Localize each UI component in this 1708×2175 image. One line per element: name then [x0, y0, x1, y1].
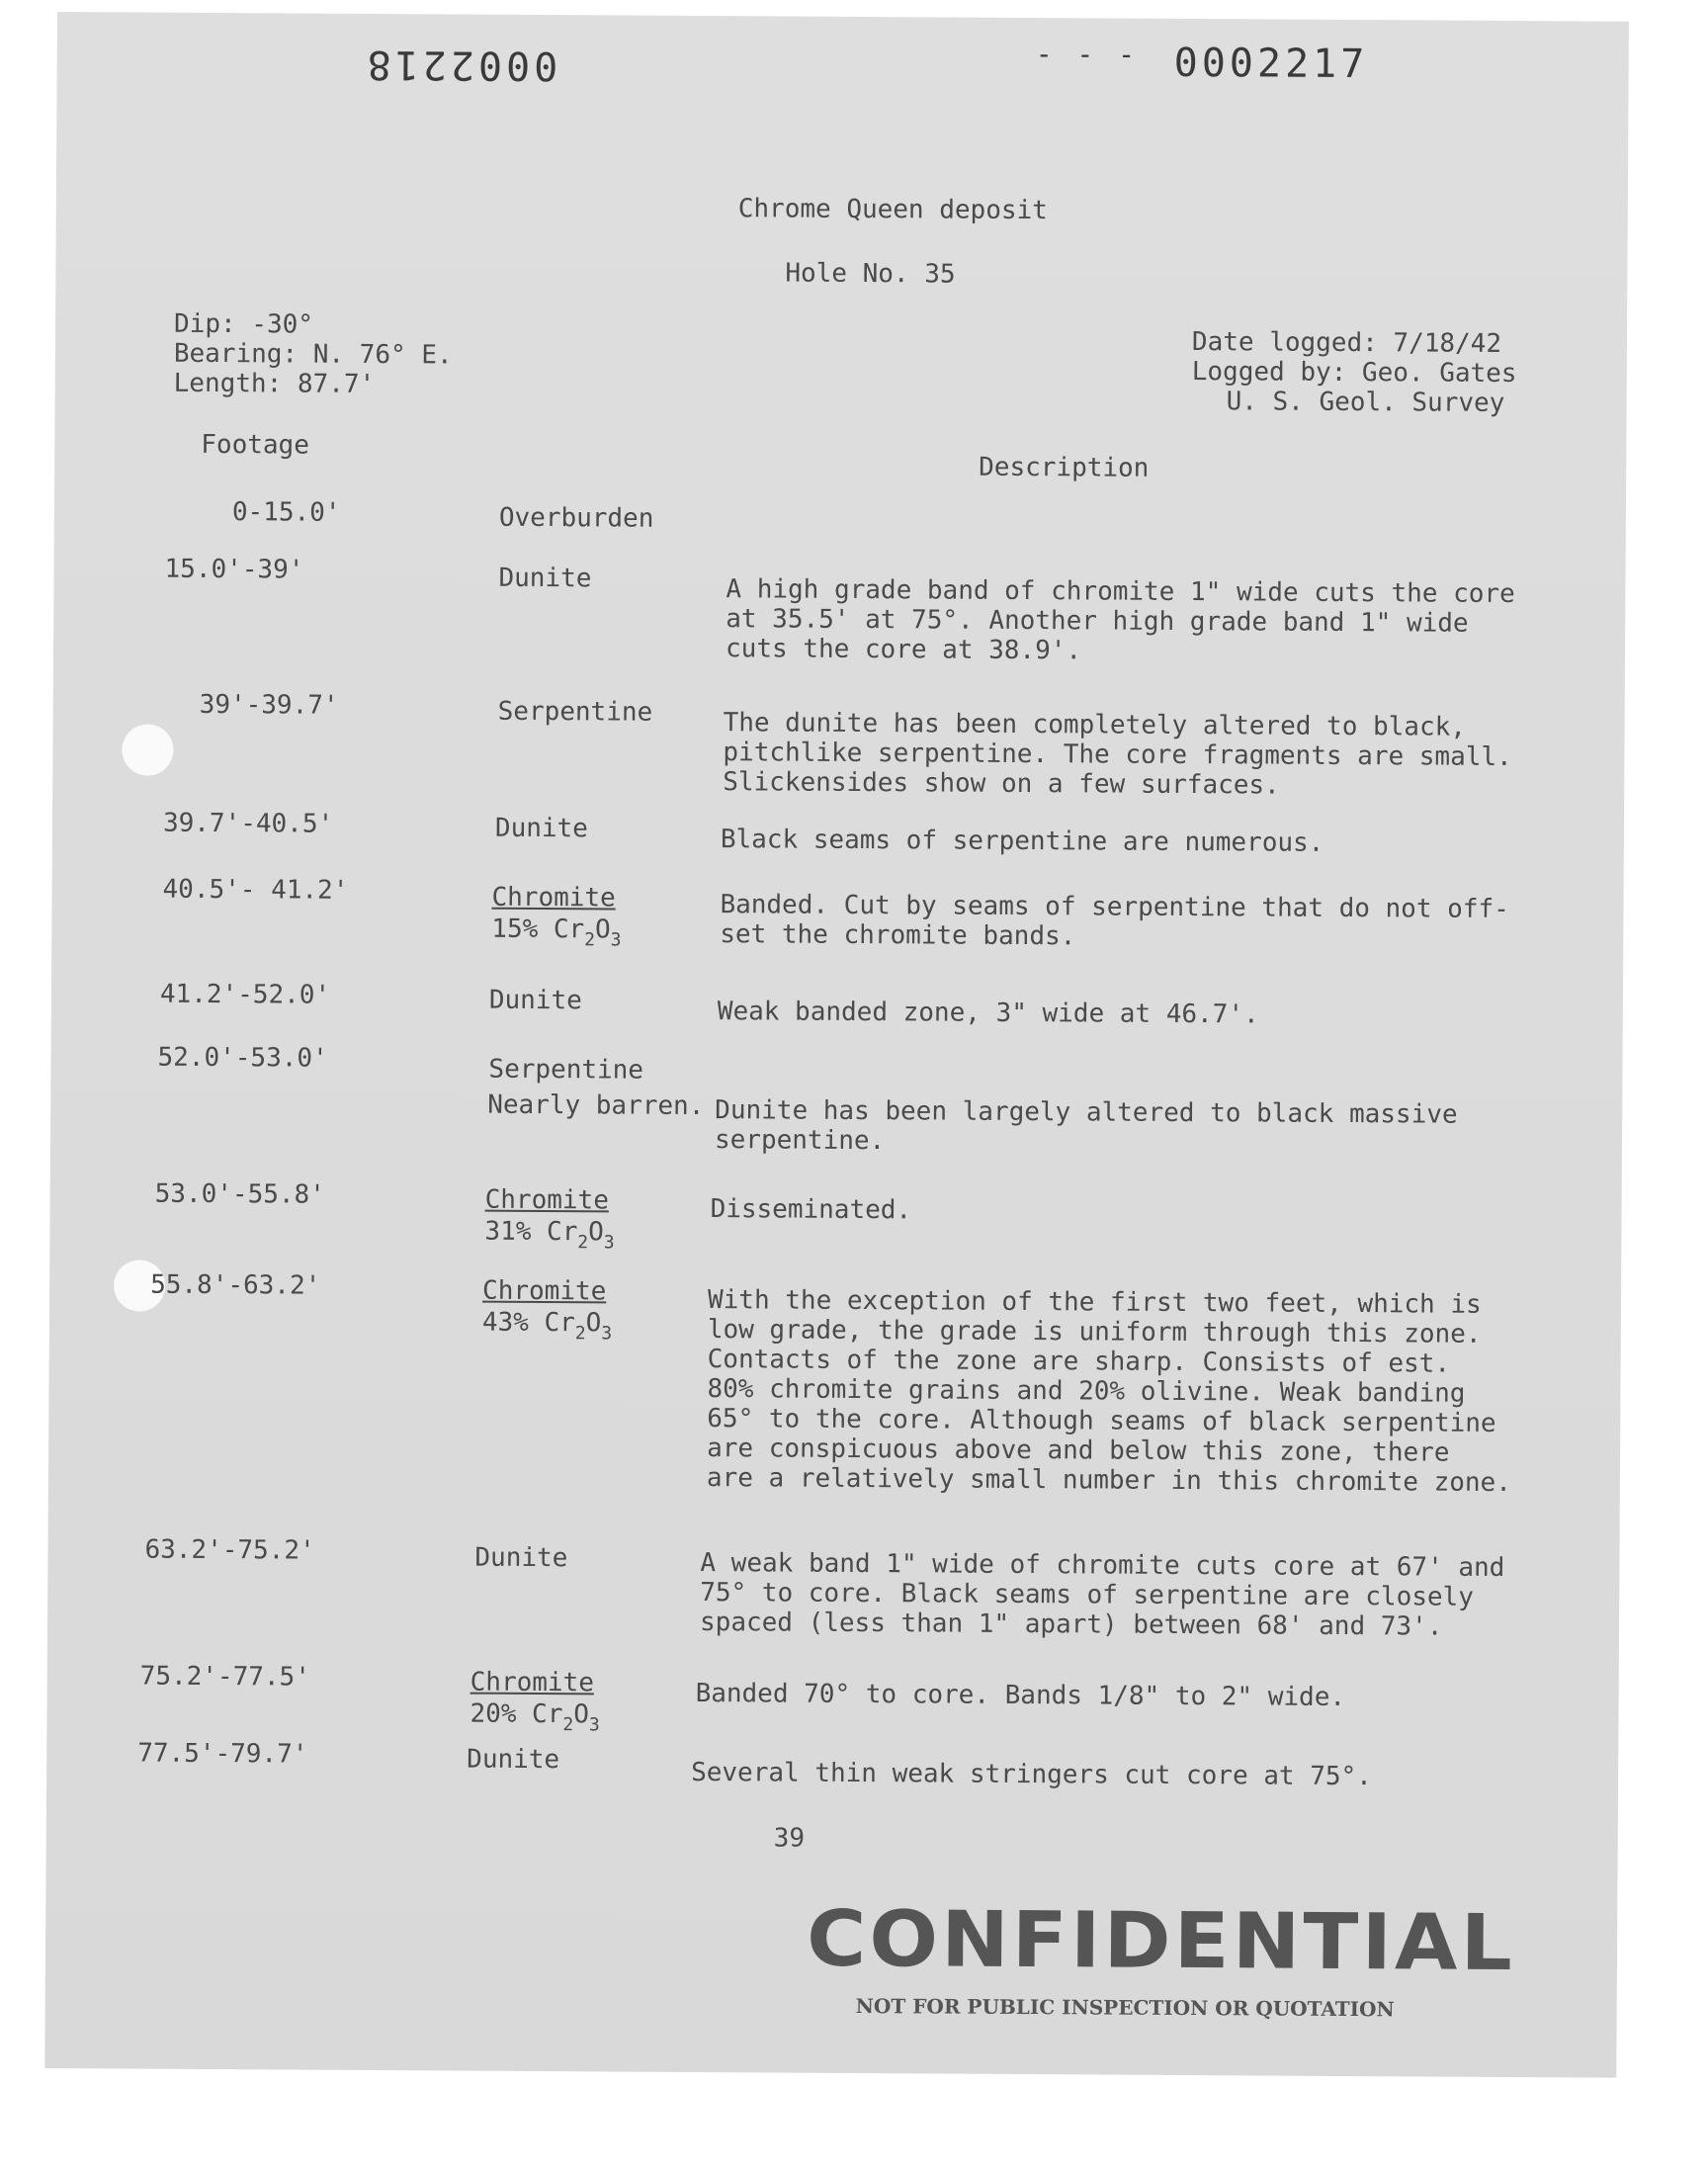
row-footage: 77.5'-79.7'	[137, 1738, 308, 1770]
row-rock-type: Dunite	[488, 985, 582, 1016]
row-grade: 31% $Cr_2O_3$	[484, 1216, 615, 1254]
confidential-note: NOT FOR PUBLIC INSPECTION OR QUOTATION	[855, 1993, 1395, 2022]
meta-length: Length: 87.7'	[173, 368, 376, 399]
row-grade: 20% $Cr_2O_3$	[470, 1698, 600, 1736]
row-footage: 53.0'-55.8'	[154, 1178, 325, 1210]
stamp-prefix-right: - - -	[1035, 38, 1140, 71]
row-rock-type: Dunite	[498, 563, 592, 594]
row-description: Banded. Cut by seams of serpentine that do not off- set the chromite bands.	[720, 890, 1509, 952]
meta-bearing: Bearing: N. 76° E.	[173, 338, 453, 371]
row-footage: 0-15.0'	[231, 497, 341, 528]
row-rock-type: Chromite	[484, 1184, 609, 1216]
row-rock-type: Chromite	[470, 1667, 595, 1698]
row-description: Several thin weak stringers cut core at 75°.	[691, 1757, 1372, 1792]
row-footage: 39.7'-40.5'	[162, 808, 334, 839]
header-footage: Footage	[201, 429, 309, 461]
stamp-number-right: 0002217	[1173, 40, 1369, 88]
confidential-stamp: CONFIDENTIAL	[806, 1894, 1516, 1989]
row-rock-type: Dunite	[474, 1542, 568, 1574]
row-footage: 41.2'-52.0'	[159, 979, 331, 1010]
document-title: Chrome Queen deposit	[737, 194, 1048, 226]
row-description: Banded 70° to core. Bands 1/8" to 2" wide.	[695, 1678, 1346, 1712]
stamp-number-left: 0002218	[363, 41, 558, 89]
row-footage: 63.2'-75.2'	[144, 1534, 315, 1566]
meta-dip: Dip: -30°	[173, 308, 314, 340]
row-footage: 55.8'-63.2'	[150, 1269, 321, 1301]
row-rock-type: Overburden	[498, 502, 654, 534]
row-footage: 40.5'- 41.2'	[162, 874, 349, 906]
document-sheet	[44, 12, 1629, 2078]
row-description: Weak banded zone, 3" wide at 46.7'.	[717, 997, 1259, 1030]
row-rock-type: Dunite	[467, 1744, 560, 1776]
row-description: With the exception of the first two feet, which is low grade, the grade is uniform through this zone. Contacts of the zone are sharp. Consists of est. 80% chromite grains and 20% olivine. Weak banding 65° to the core. Although seams of black serpentine are conspicuous above and below this zone, there are a relatively small number in this chromite zone.	[706, 1285, 1512, 1499]
row-grade: 15% $Cr_2O_3$	[491, 914, 622, 951]
row-footage: 39'-39.7'	[199, 689, 339, 721]
row-description: Dunite has been largely altered to black massive serpentine.	[714, 1095, 1458, 1157]
row-rock-note: Nearly barren.	[487, 1089, 705, 1122]
row-description: The dunite has been completely altered to black, pitchlike serpentine. The core fragments are small. Slickensides show on a few surfaces.	[723, 708, 1512, 801]
row-footage: 15.0'-39'	[164, 554, 304, 585]
meta-logged-by: Logged by: Geo. Gates	[1191, 357, 1517, 390]
row-footage: 52.0'-53.0'	[157, 1042, 328, 1074]
row-description: Disseminated.	[710, 1194, 912, 1226]
hole-number: Hole No. 35	[785, 258, 956, 290]
page-number: 39	[773, 1823, 806, 1854]
row-description: Black seams of serpentine are numerous.	[720, 825, 1324, 858]
row-description: A weak band 1" wide of chromite cuts core at 67' and 75° to core. Black seams of serpentine are closely spaced (less than 1" apart) between 68' and 73'.	[699, 1548, 1505, 1642]
row-footage: 75.2'-77.5'	[139, 1661, 310, 1693]
meta-agency: U. S. Geol. Survey	[1226, 387, 1505, 418]
row-rock-type: Chromite	[491, 882, 616, 914]
row-description: A high grade band of chromite 1" wide cuts the core at 35.5' at 75°. Another high grade band 1" wide cuts the core at 38.9'.	[725, 574, 1515, 666]
punch-hole-top	[122, 724, 173, 775]
row-rock-type: Serpentine	[497, 696, 653, 728]
row-rock-type: Chromite	[482, 1275, 607, 1307]
meta-date-logged: Date logged: 7/18/42	[1191, 327, 1502, 359]
header-description: Description	[979, 452, 1150, 483]
row-grade: 43% $Cr_2O_3$	[481, 1307, 613, 1345]
row-rock-type: Serpentine	[488, 1054, 644, 1086]
row-rock-type: Dunite	[494, 813, 588, 844]
